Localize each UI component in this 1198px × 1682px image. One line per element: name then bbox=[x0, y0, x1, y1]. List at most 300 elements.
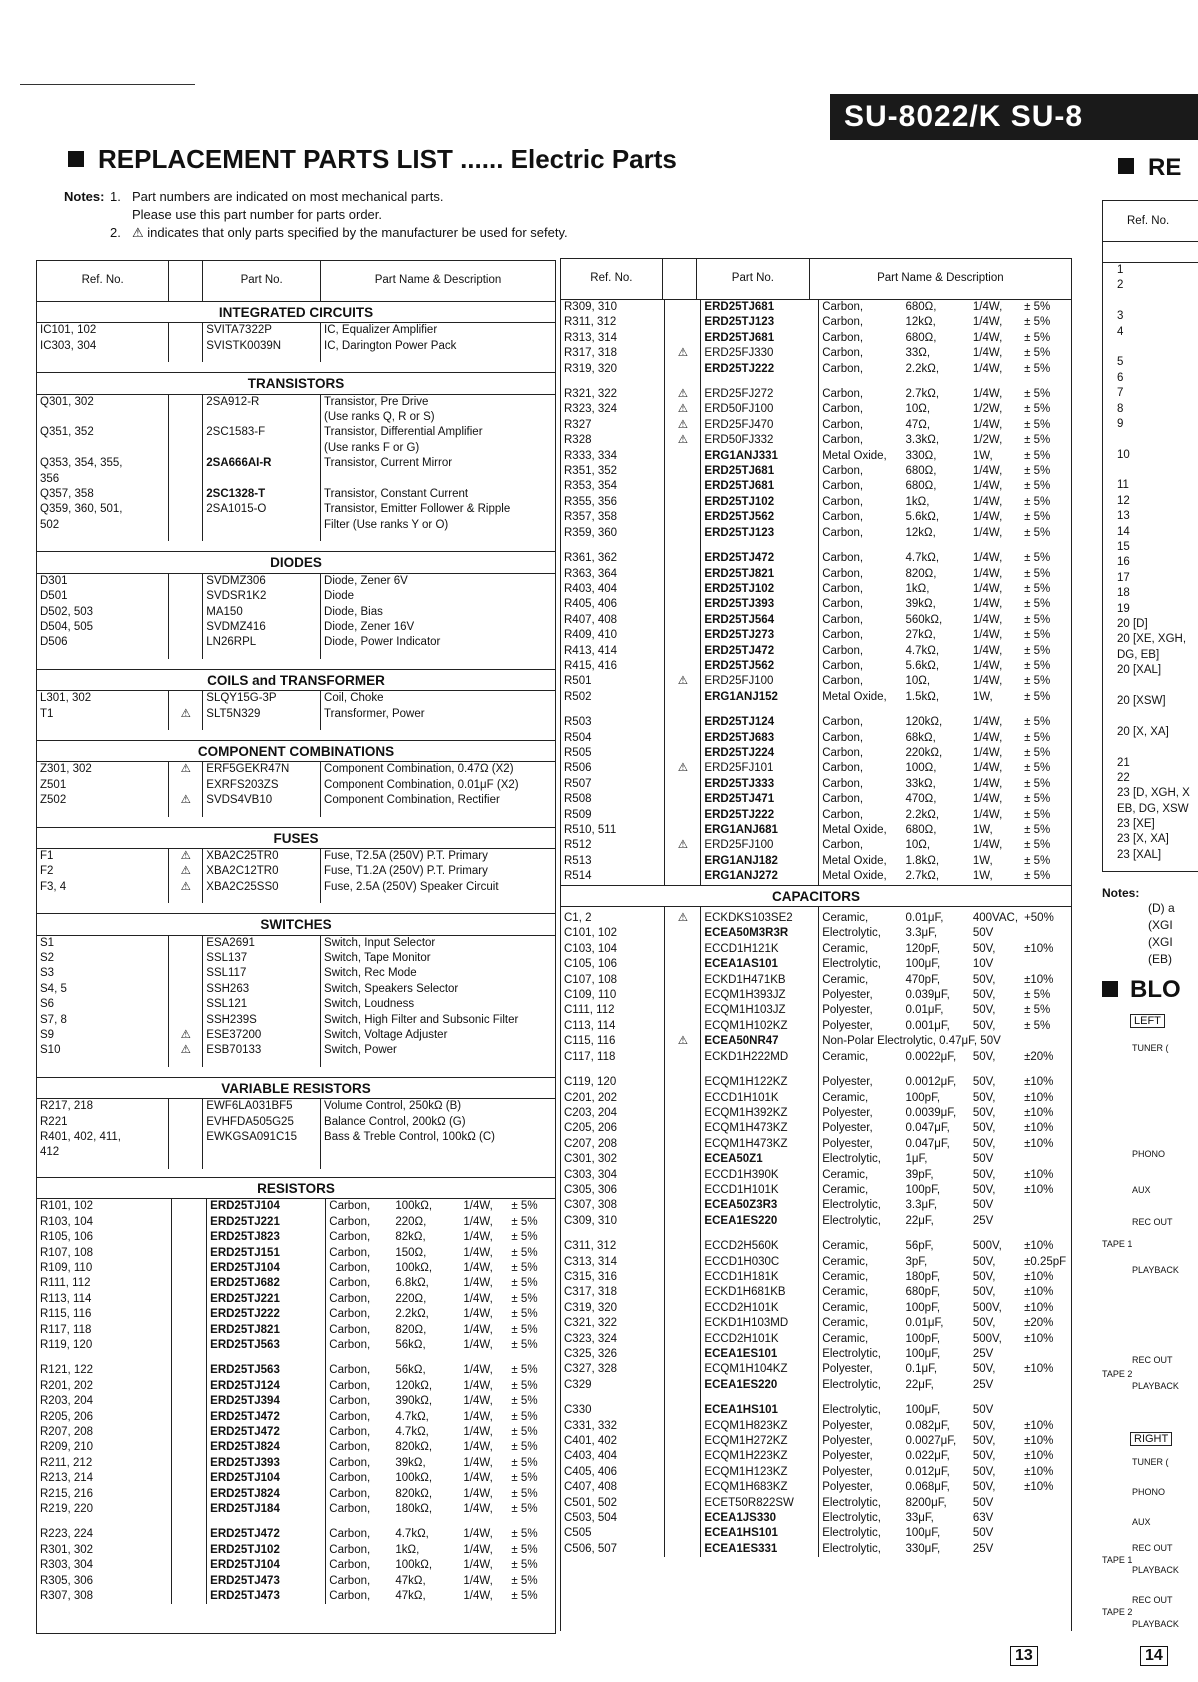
material: Carbon, bbox=[329, 1364, 371, 1377]
safety-mark bbox=[169, 410, 203, 425]
part-no: ERD25TJ473 bbox=[207, 1589, 326, 1604]
value: 22μF, bbox=[905, 1378, 934, 1391]
right-ref: 8 bbox=[1117, 402, 1124, 415]
ref-no: R223, 224 bbox=[37, 1527, 172, 1542]
table-row bbox=[37, 1410, 555, 1425]
rating: 1/4W, bbox=[972, 629, 1003, 642]
table-row bbox=[37, 982, 555, 997]
material: Carbon, bbox=[822, 598, 864, 611]
tolerance bbox=[1021, 1347, 1071, 1362]
part-no: ECQM1H272KZ bbox=[701, 1434, 819, 1449]
wattage: 1/4W, bbox=[463, 1487, 493, 1500]
tolerance: ± 5% bbox=[1024, 777, 1051, 790]
part-no: ECQM1H223KZ bbox=[701, 1449, 819, 1464]
block-diagram-label: PLAYBACK bbox=[1132, 1265, 1179, 1275]
description: Transistor, Emitter Follower & Ripple bbox=[324, 503, 511, 516]
safety-mark: ⚠ bbox=[665, 838, 701, 853]
safety-mark: ⚠ bbox=[169, 762, 203, 778]
table-row bbox=[561, 464, 1071, 479]
tolerance bbox=[1021, 926, 1071, 941]
ref-no: D502, 503 bbox=[37, 605, 169, 620]
tolerance: ± 5% bbox=[511, 1503, 538, 1515]
ref-no: R301, 302 bbox=[37, 1543, 172, 1558]
material: Carbon, bbox=[329, 1503, 371, 1515]
value: 10Ω, bbox=[905, 839, 931, 852]
safety-mark bbox=[665, 1465, 701, 1480]
tolerance: ±10% bbox=[1024, 1301, 1054, 1314]
table-row bbox=[561, 659, 1071, 674]
rating: 1/4W, bbox=[972, 675, 1003, 688]
value: 2.2kΩ, bbox=[905, 362, 940, 375]
value: 33kΩ, bbox=[905, 777, 936, 790]
part-no: ECEA1ES220 bbox=[701, 1378, 819, 1393]
ref-no: 502 bbox=[37, 518, 169, 533]
tolerance bbox=[1021, 1496, 1071, 1511]
rating: 1W, bbox=[972, 824, 993, 836]
section-row bbox=[37, 302, 555, 323]
table-row bbox=[37, 997, 555, 1012]
model-banner: SU-8022/K SU-8 bbox=[830, 94, 1198, 140]
part-no: ERG1ANJ331 bbox=[701, 449, 819, 464]
ref-no: C327, 328 bbox=[561, 1362, 665, 1377]
ref-no: F3, 4 bbox=[37, 880, 169, 895]
rating: 1/4W, bbox=[972, 418, 1003, 431]
part-no: ECEA1ES101 bbox=[701, 1347, 819, 1362]
part-no: ERD25TJ123 bbox=[701, 526, 819, 541]
ref-no: R353, 354 bbox=[561, 479, 665, 494]
tolerance bbox=[1021, 1378, 1071, 1393]
part-no: ERD25TJ102 bbox=[701, 495, 819, 510]
tolerance bbox=[1021, 1403, 1071, 1418]
spacer-row bbox=[561, 377, 1071, 387]
ref-no: Z502 bbox=[37, 793, 169, 808]
safety-mark: ⚠ bbox=[169, 864, 203, 879]
ref-no: R311, 312 bbox=[561, 315, 665, 330]
material: Carbon, bbox=[822, 746, 864, 759]
safety-mark bbox=[665, 1003, 701, 1018]
tolerance: ±10% bbox=[1024, 1183, 1054, 1196]
ref-no: R119, 120 bbox=[37, 1338, 172, 1353]
tolerance bbox=[1021, 1542, 1071, 1557]
part-no: ERG1ANJ272 bbox=[701, 869, 819, 885]
table-row bbox=[37, 1199, 555, 1214]
right-ref: 9 bbox=[1117, 417, 1124, 430]
rating: 1/4W, bbox=[972, 347, 1003, 360]
part-no: ECKD1H681KB bbox=[701, 1285, 819, 1300]
material: Carbon, bbox=[329, 1425, 371, 1438]
rating: 50V, bbox=[972, 1076, 996, 1089]
table-row bbox=[561, 387, 1071, 402]
part-no: XBA2C25TR0 bbox=[203, 848, 321, 864]
ref-no: C309, 310 bbox=[561, 1214, 665, 1229]
right-notes-label: Notes: bbox=[1102, 886, 1140, 900]
ref-no: Q359, 360, 501, bbox=[37, 502, 169, 517]
value: 120pF, bbox=[905, 942, 941, 955]
material: Electrolytic, bbox=[822, 1214, 881, 1227]
part-no: ERD25FJ272 bbox=[701, 387, 819, 402]
value: 0.1μF, bbox=[905, 1363, 938, 1376]
tolerance: ± 5% bbox=[511, 1261, 538, 1274]
table-row bbox=[561, 1403, 1071, 1418]
ref-no: R415, 416 bbox=[561, 659, 665, 674]
value: 220kΩ, bbox=[905, 746, 943, 759]
value: 680Ω, bbox=[905, 824, 937, 836]
ref-no: R507 bbox=[561, 777, 665, 792]
rating: 50V bbox=[972, 1153, 994, 1166]
part-no: ECCD1H390K bbox=[701, 1168, 819, 1183]
value: 0.047μF, bbox=[905, 1122, 950, 1135]
material: Carbon, bbox=[822, 403, 864, 416]
safety-mark: ⚠ bbox=[665, 346, 701, 361]
wattage: 1/4W, bbox=[463, 1503, 493, 1515]
safety-mark bbox=[169, 487, 203, 502]
description: (Use ranks Q, R or S) bbox=[324, 411, 435, 424]
part-no: ERD25TJ123 bbox=[701, 315, 819, 330]
ref-no: R211, 212 bbox=[37, 1456, 172, 1471]
ref-no: C505 bbox=[561, 1526, 665, 1541]
table-row bbox=[37, 1363, 555, 1378]
ref-no: C1, 2 bbox=[561, 911, 665, 926]
table-row bbox=[37, 1425, 555, 1440]
right-ref bbox=[1117, 463, 1198, 478]
material: Carbon, bbox=[822, 526, 864, 539]
tolerance: ± 5% bbox=[1024, 613, 1051, 626]
tolerance bbox=[1021, 1152, 1071, 1167]
value: 33μF, bbox=[905, 1512, 934, 1525]
safety-mark bbox=[665, 1214, 701, 1229]
table-row bbox=[561, 1434, 1071, 1449]
right-ref: 16 bbox=[1117, 556, 1130, 569]
safety-mark bbox=[169, 339, 203, 354]
block-diagram-label: TAPE 2 bbox=[1102, 1607, 1133, 1617]
tolerance: ± 5% bbox=[511, 1456, 538, 1469]
material: Carbon, bbox=[822, 777, 864, 790]
right-ref bbox=[1117, 709, 1198, 724]
rating: 50V, bbox=[972, 1122, 996, 1135]
safety-mark bbox=[172, 1215, 207, 1230]
ref-no: R506 bbox=[561, 761, 665, 776]
safety-mark bbox=[169, 1115, 203, 1130]
safety-mark bbox=[665, 942, 701, 957]
ref-no: C403, 404 bbox=[561, 1449, 665, 1464]
value: 100kΩ, bbox=[395, 1261, 433, 1274]
tolerance: ± 5% bbox=[511, 1200, 538, 1213]
right-ref-list bbox=[1103, 263, 1198, 863]
tolerance: ±20% bbox=[1024, 1050, 1054, 1063]
material: Carbon, bbox=[822, 675, 864, 688]
value: 100μF, bbox=[905, 1404, 941, 1417]
ref-no: C303, 304 bbox=[561, 1168, 665, 1183]
block-diagram-label: TAPE 1 bbox=[1102, 1555, 1133, 1565]
part-no: LN26RPL bbox=[203, 635, 321, 650]
safety-mark: ⚠ bbox=[169, 848, 203, 864]
rating: 1/4W, bbox=[972, 659, 1003, 672]
section-row bbox=[37, 1177, 555, 1198]
ref-no: C107, 108 bbox=[561, 973, 665, 988]
value: 0.0039μF, bbox=[905, 1106, 957, 1119]
tolerance: +50% bbox=[1024, 912, 1054, 925]
spacer-row bbox=[561, 541, 1071, 551]
material: Metal Oxide, bbox=[822, 870, 887, 883]
ref-no: R327 bbox=[561, 418, 665, 433]
safety-mark bbox=[172, 1502, 207, 1517]
right-ref: 23 [X, XA] bbox=[1117, 833, 1169, 846]
spacer-row bbox=[37, 722, 555, 730]
table-row bbox=[561, 433, 1071, 448]
part-no: ERD25TJ821 bbox=[701, 567, 819, 582]
table-row bbox=[37, 966, 555, 981]
description: Fuse, T2.5A (250V) P.T. Primary bbox=[324, 849, 488, 862]
ref-no: R213, 214 bbox=[37, 1471, 172, 1486]
safety-mark bbox=[665, 1378, 701, 1393]
safety-mark bbox=[665, 1019, 701, 1034]
right-note-line: (XGI bbox=[1148, 918, 1173, 932]
table-row bbox=[561, 823, 1071, 838]
part-no: ERG1ANJ152 bbox=[701, 690, 819, 705]
table-row bbox=[37, 1456, 555, 1471]
table-row bbox=[37, 1379, 555, 1394]
table-row bbox=[37, 1028, 555, 1043]
table-row bbox=[37, 1527, 555, 1542]
rating: 1/4W, bbox=[972, 644, 1003, 657]
table-row bbox=[561, 613, 1071, 628]
value: 56kΩ, bbox=[395, 1364, 426, 1377]
tolerance: ± 5% bbox=[511, 1559, 538, 1572]
safety-mark bbox=[665, 567, 701, 582]
description: Fuse, 2.5A (250V) Speaker Circuit bbox=[324, 880, 499, 893]
part-no: ECEA1HS101 bbox=[701, 1403, 819, 1418]
part-no: ERD25TJ682 bbox=[207, 1276, 326, 1291]
description: Non-Polar Electrolytic, 0.47μF, 50V bbox=[822, 1035, 1001, 1048]
safety-mark bbox=[172, 1199, 207, 1214]
part-no: EWKGSA091C15 bbox=[203, 1130, 321, 1145]
block-diagram-label: REC OUT bbox=[1132, 1355, 1173, 1365]
spacer-row bbox=[37, 1059, 555, 1067]
table-row bbox=[37, 1471, 555, 1486]
tolerance: ± 5% bbox=[1024, 690, 1051, 703]
rating: 50V, bbox=[972, 1481, 996, 1494]
part-no: ERD25TJ821 bbox=[207, 1323, 326, 1338]
tolerance: ± 5% bbox=[511, 1410, 538, 1423]
ref-no: C405, 406 bbox=[561, 1465, 665, 1480]
parts-table-middle bbox=[560, 258, 1072, 1631]
left-channel-label: LEFT bbox=[1130, 1014, 1165, 1028]
part-no: EVHFDA505G25 bbox=[203, 1115, 321, 1130]
table-row bbox=[561, 1285, 1071, 1300]
right-table bbox=[1102, 200, 1198, 872]
tolerance bbox=[1021, 1214, 1071, 1229]
table-row bbox=[561, 1137, 1071, 1152]
safety-mark bbox=[172, 1394, 207, 1409]
rating: 1/4W, bbox=[972, 793, 1003, 806]
value: 100Ω, bbox=[905, 762, 937, 775]
right-ref: 20 [XAL] bbox=[1117, 664, 1162, 677]
ref-no: S4, 5 bbox=[37, 982, 169, 997]
part-no: ECEA1HS101 bbox=[701, 1526, 819, 1541]
description: Bass & Treble Control, 100kΩ (C) bbox=[324, 1131, 495, 1144]
ref-no: S9 bbox=[37, 1028, 169, 1043]
tolerance: ±10% bbox=[1024, 1419, 1054, 1432]
table-row bbox=[37, 880, 555, 895]
tolerance: ± 5% bbox=[511, 1292, 538, 1305]
tolerance: ± 5% bbox=[1024, 629, 1051, 642]
table-row bbox=[561, 988, 1071, 1003]
table-row bbox=[561, 362, 1071, 377]
page-title bbox=[68, 144, 677, 175]
ref-no: R409, 410 bbox=[561, 628, 665, 643]
parts-table bbox=[561, 259, 1071, 1557]
tolerance: ± 5% bbox=[1024, 824, 1051, 836]
material: Carbon, bbox=[329, 1559, 371, 1572]
table-row bbox=[37, 1013, 555, 1028]
table-row bbox=[37, 589, 555, 604]
safety-mark bbox=[665, 1403, 701, 1418]
table-row bbox=[561, 418, 1071, 433]
rating: 50V bbox=[972, 1404, 994, 1417]
rating: 50V, bbox=[972, 1183, 996, 1196]
ref-no: R514 bbox=[561, 869, 665, 885]
ref-no: R105, 106 bbox=[37, 1230, 172, 1245]
spacer-row bbox=[37, 651, 555, 659]
safety-mark bbox=[665, 869, 701, 885]
right-ref bbox=[1117, 679, 1198, 694]
section-title: FUSES bbox=[37, 827, 555, 848]
notes bbox=[64, 188, 568, 242]
safety-mark bbox=[665, 597, 701, 612]
table-row bbox=[37, 1292, 555, 1307]
ref-no: F2 bbox=[37, 864, 169, 879]
safety-mark bbox=[665, 777, 701, 792]
block-diagram-label: PHONO bbox=[1132, 1149, 1166, 1159]
tolerance: ± 5% bbox=[1024, 598, 1051, 611]
safety-mark bbox=[665, 1480, 701, 1495]
ref-no: R333, 334 bbox=[561, 449, 665, 464]
description: Coil, Choke bbox=[324, 692, 384, 705]
material: Carbon, bbox=[822, 808, 864, 821]
material: Electrolytic, bbox=[822, 1512, 881, 1525]
safety-mark: ⚠ bbox=[665, 761, 701, 776]
description: Transistor, Constant Current bbox=[324, 488, 469, 501]
table-header-row bbox=[37, 261, 555, 302]
value: 2.7kΩ, bbox=[905, 388, 940, 401]
value: 0.047μF, bbox=[905, 1137, 950, 1150]
material: Carbon, bbox=[329, 1441, 371, 1454]
table-row bbox=[37, 472, 555, 487]
wattage: 1/4W, bbox=[463, 1261, 493, 1274]
safety-mark bbox=[665, 1137, 701, 1152]
part-no: ERD25TJ472 bbox=[701, 644, 819, 659]
right-ref: 20 [D] bbox=[1117, 617, 1148, 630]
safety-mark bbox=[665, 1198, 701, 1213]
right-ref: 20 [XSW] bbox=[1117, 694, 1166, 707]
column-header bbox=[169, 261, 203, 302]
tolerance: ± 5% bbox=[511, 1472, 538, 1485]
material: Carbon, bbox=[329, 1410, 371, 1423]
safety-mark bbox=[665, 659, 701, 674]
notes-label: Notes: bbox=[64, 189, 105, 204]
safety-mark: ⚠ bbox=[665, 674, 701, 689]
column-header: Part Name & Description bbox=[809, 259, 1071, 300]
value: 120kΩ, bbox=[395, 1379, 433, 1392]
right-ref bbox=[1117, 294, 1198, 309]
ref-no: R101, 102 bbox=[37, 1199, 172, 1214]
part-no: ERD25TJ222 bbox=[701, 362, 819, 377]
material: Polyester, bbox=[822, 1122, 873, 1135]
ref-no: C325, 326 bbox=[561, 1347, 665, 1362]
part-no: ERD25TJ393 bbox=[701, 597, 819, 612]
tolerance: ± 5% bbox=[1024, 1004, 1051, 1017]
block-diagram-title: BLO bbox=[1102, 976, 1198, 1004]
ref-no: R321, 322 bbox=[561, 387, 665, 402]
description: Transistor, Current Mirror bbox=[324, 457, 453, 470]
ref-no: R407, 408 bbox=[561, 613, 665, 628]
ref-no: C331, 332 bbox=[561, 1419, 665, 1434]
value: 0.0012μF, bbox=[905, 1076, 957, 1089]
part-no: ECCD2H101K bbox=[701, 1301, 819, 1316]
material: Polyester, bbox=[822, 1004, 873, 1017]
table-row bbox=[37, 1589, 555, 1604]
ref-no: R504 bbox=[561, 731, 665, 746]
part-no: ERD25FJ330 bbox=[701, 346, 819, 361]
value: 100kΩ, bbox=[395, 1559, 433, 1572]
part-no: ERD25TJ823 bbox=[207, 1230, 326, 1245]
ref-no: R205, 206 bbox=[37, 1410, 172, 1425]
material: Carbon, bbox=[822, 495, 864, 508]
safety-mark bbox=[665, 1270, 701, 1285]
material: Polyester, bbox=[822, 1481, 873, 1494]
ref-no: R103, 104 bbox=[37, 1215, 172, 1230]
safety-mark: ⚠ bbox=[665, 1034, 701, 1049]
material: Ceramic, bbox=[822, 973, 869, 986]
wattage: 1/4W, bbox=[463, 1425, 493, 1438]
rating: 25V bbox=[972, 1542, 994, 1555]
part-no bbox=[203, 518, 321, 533]
tolerance: ± 5% bbox=[1024, 449, 1051, 462]
value: 100μF, bbox=[905, 1348, 941, 1360]
value: 5.6kΩ, bbox=[905, 511, 940, 524]
right-ref: 15 bbox=[1117, 541, 1130, 554]
ref-no: Z301, 302 bbox=[37, 762, 169, 778]
tolerance: ± 5% bbox=[1024, 1019, 1051, 1032]
safety-mark bbox=[665, 510, 701, 525]
ref-no: R305, 306 bbox=[37, 1574, 172, 1589]
material: Carbon, bbox=[329, 1472, 371, 1485]
block-diagram-label: REC OUT bbox=[1132, 1217, 1173, 1227]
wattage: 1/4W, bbox=[463, 1338, 493, 1351]
part-no: SLQY15G-3P bbox=[203, 691, 321, 707]
description: IC, Equalizer Amplifier bbox=[324, 324, 438, 337]
tolerance: ±10% bbox=[1024, 1286, 1054, 1299]
part-no: ERD25TJ824 bbox=[207, 1440, 326, 1455]
part-no: ECEA1AS101 bbox=[701, 957, 819, 972]
safety-mark bbox=[169, 589, 203, 604]
tolerance: ± 5% bbox=[1024, 716, 1051, 729]
safety-mark bbox=[665, 628, 701, 643]
value: 6.8kΩ, bbox=[395, 1277, 429, 1290]
safety-mark bbox=[172, 1425, 207, 1440]
ref-no: R513 bbox=[561, 854, 665, 869]
tolerance: ± 5% bbox=[511, 1246, 538, 1259]
description: Diode, Zener 16V bbox=[324, 620, 415, 633]
value: 470pF, bbox=[905, 973, 941, 986]
table-row bbox=[561, 1511, 1071, 1526]
safety-mark bbox=[169, 605, 203, 620]
table-header-row bbox=[561, 259, 1071, 300]
part-no: SVDSR1K2 bbox=[203, 589, 321, 604]
right-note-line: (D) a bbox=[1148, 901, 1175, 915]
tolerance: ±10% bbox=[1024, 1106, 1054, 1119]
tolerance: ± 5% bbox=[511, 1231, 538, 1244]
